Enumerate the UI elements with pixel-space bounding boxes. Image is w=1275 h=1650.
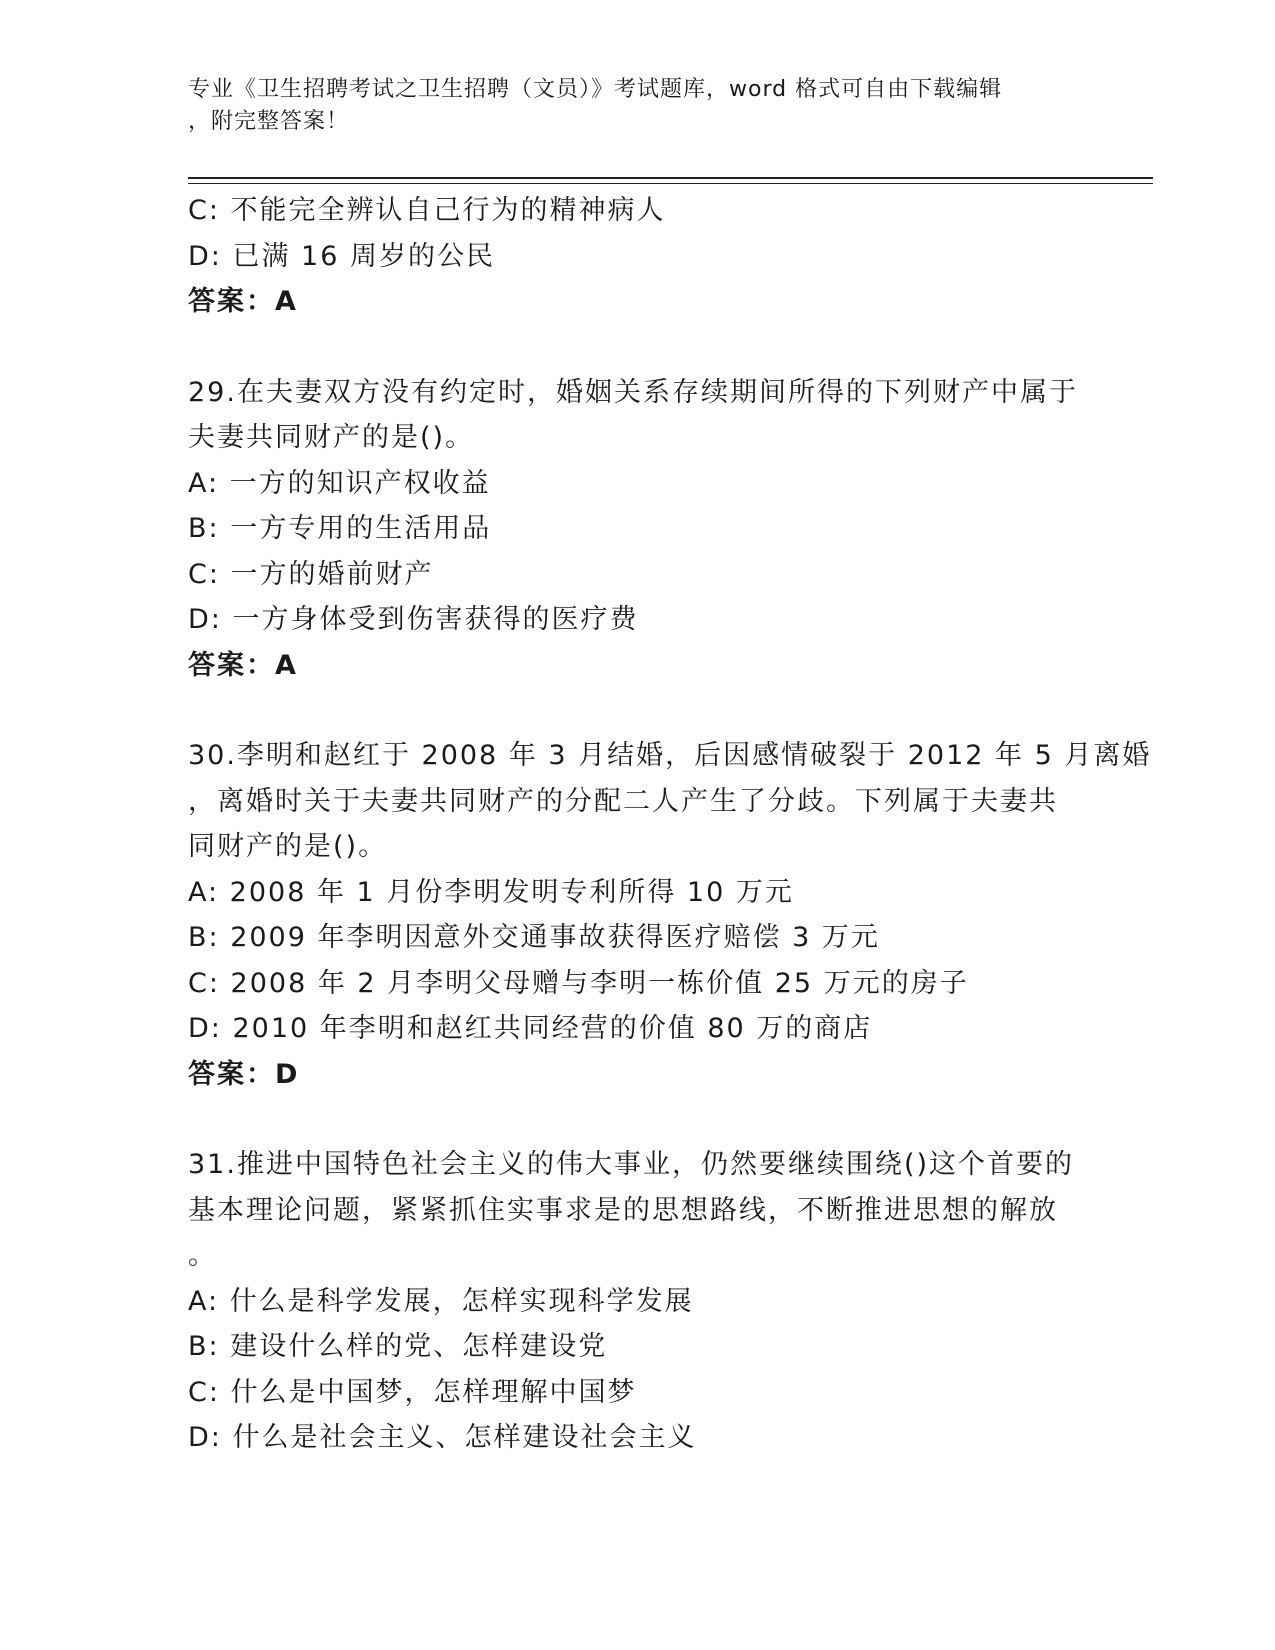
document-header [188, 74, 1068, 138]
option-d: D: 一方身体受到伤害获得的医疗费 [188, 604, 639, 635]
question-stem-line: 30.李明和赵红于 2008 年 3 月结婚，后因感情破裂于 2012 年 5 月离婚 [188, 740, 1152, 771]
question-30 [188, 733, 1152, 1097]
question-31 [188, 1142, 1088, 1461]
option-c: C: 2008 年 2 月李明父母赠与李明一栋价值 25 万元的房子 [188, 967, 969, 999]
option-a: A: 2008 年 1 月份李明发明专利所得 10 万元 [188, 876, 794, 908]
header-divider-thick [188, 177, 1153, 179]
option-a: A: 什么是科学发展，怎样实现科学发展 [188, 1285, 694, 1317]
question-29 [188, 370, 1088, 689]
question-stem-line: 。 [188, 1240, 217, 1271]
option-d: D: 已满 16 周岁的公民 [188, 240, 495, 272]
spacer [188, 1097, 1088, 1142]
option-c: C: 一方的婚前财产 [188, 558, 434, 590]
question-stem-line: 基本理论问题，紧紧抓住实事求是的思想路线，不断推进思想的解放 [188, 1194, 1058, 1226]
option-a: A: 一方的知识产权收益 [188, 467, 491, 499]
header-divider-thin [188, 183, 1153, 184]
option-c: C: 不能完全辨认自己行为的精神病人 [188, 195, 666, 226]
question-stem-line: 同财产的是()。 [188, 831, 388, 862]
option-d: D: 什么是社会主义、怎样建设社会主义 [188, 1422, 697, 1453]
header-line-1: 专业《卫生招聘考试之卫生招聘（文员）》考试题库，word 格式可自由下载编辑 [188, 77, 1003, 102]
spacer [188, 688, 1088, 733]
question-stem-line: ，离婚时关于夫妻共同财产的分配二人产生了分歧。下列属于夫妻共 [188, 785, 1058, 817]
question-28-continued [188, 188, 1088, 325]
answer-line: 答案：D [188, 1058, 300, 1090]
question-stem-line: 夫妻共同财产的是()。 [188, 422, 475, 453]
answer-line: 答案：A [188, 286, 298, 317]
question-list [188, 188, 1152, 1461]
option-c: C: 什么是中国梦，怎样理解中国梦 [188, 1376, 637, 1408]
question-stem-line: 31.推进中国特色社会主义的伟大事业，仍然要继续围绕()这个首要的 [188, 1149, 1075, 1180]
option-b: B: 一方专用的生活用品 [188, 513, 492, 544]
option-b: B: 建设什么样的党、怎样建设党 [188, 1331, 608, 1362]
answer-line: 答案：A [188, 649, 298, 681]
option-d: D: 2010 年李明和赵红共同经营的价值 80 万的商店 [188, 1013, 873, 1044]
spacer [188, 325, 1088, 370]
option-b: B: 2009 年李明因意外交通事故获得医疗赔偿 3 万元 [188, 922, 880, 953]
question-stem-line: 29.在夫妻双方没有约定时，婚姻关系存续期间所得的下列财产中属于 [188, 376, 1078, 408]
header-line-2: ，附完整答案！ [188, 109, 350, 134]
